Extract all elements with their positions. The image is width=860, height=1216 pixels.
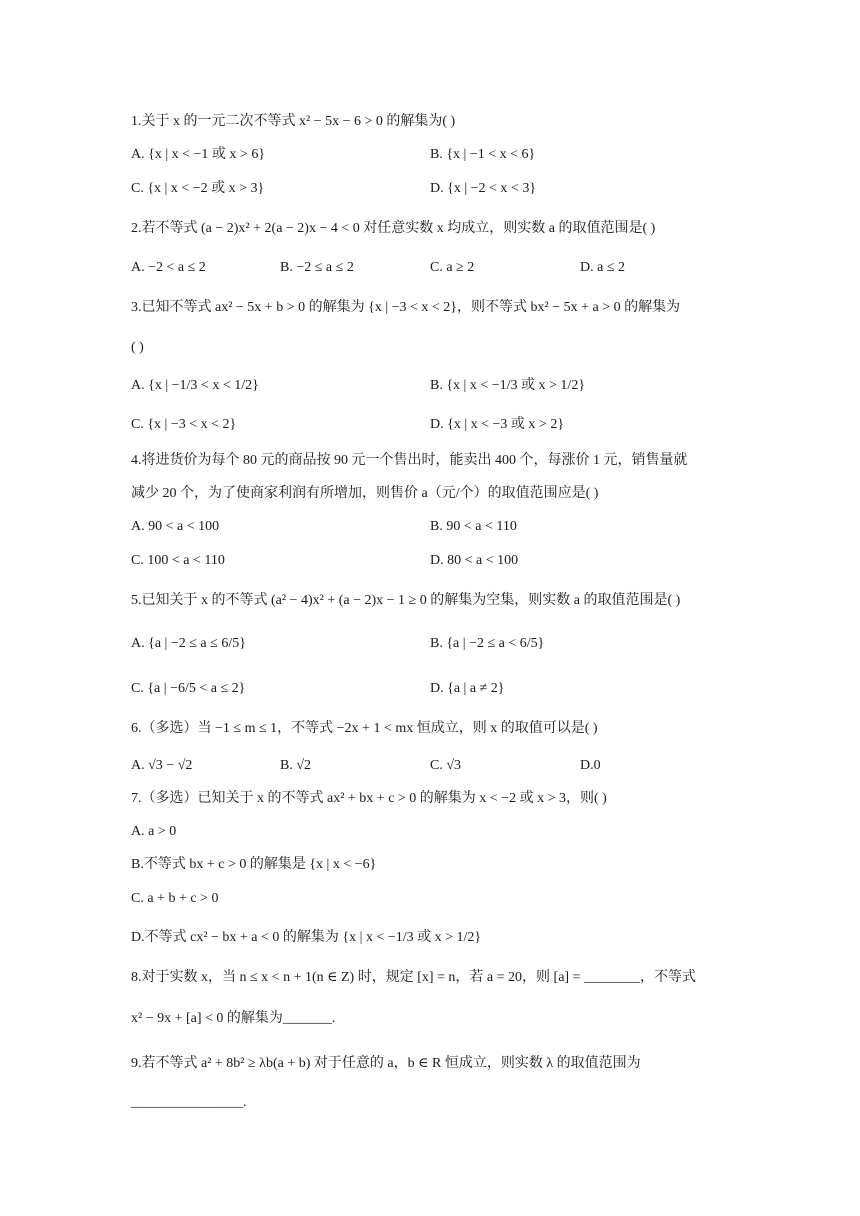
question-6-option-c: C. √3	[430, 758, 462, 773]
question-6-stem: 6.（多选）当 −1 ≤ m ≤ 1，不等式 −2x + 1 < mx 恒成立，则 x 的取值可以是( )	[131, 721, 598, 736]
question-1-stem: 1.关于 x 的一元二次不等式 x² − 5x − 6 > 0 的解集为( )	[131, 114, 456, 129]
question-1-option-b: B. {x | −1 < x < 6}	[430, 147, 536, 162]
question-5-stem: 5.已知关于 x 的不等式 (a² − 4)x² + (a − 2)x − 1 ≥ 0 的解集为空集，则实数 a 的取值范围是( )	[131, 593, 681, 608]
question-2-option-a: A. −2 < a ≤ 2	[131, 260, 206, 275]
question-3-option-b: B. {x | x < −1/3 或 x > 1/2}	[430, 378, 586, 393]
question-3-option-d: D. {x | x < −3 或 x > 2}	[430, 417, 565, 432]
question-1-option-d: D. {x | −2 < x < 3}	[430, 181, 537, 196]
question-4-option-a: A. 90 < a < 100	[131, 519, 220, 534]
question-4-stem-cont: 减少 20 个，为了使商家利润有所增加，则售价 a（元/个）的取值范围应是( )	[131, 486, 599, 501]
question-7-stem: 7.（多选）已知关于 x 的不等式 ax² + bx + c > 0 的解集为 x < −2 或 x > 3，则( )	[131, 791, 607, 806]
question-7-option-b: B.不等式 bx + c > 0 的解集是 {x | x < −6}	[131, 857, 377, 872]
question-6-option-d: D.0	[580, 758, 601, 773]
question-2-option-c: C. a ≥ 2	[430, 260, 475, 275]
question-7-option-a: A. a > 0	[131, 824, 177, 839]
question-2-option-b: B. −2 ≤ a ≤ 2	[280, 260, 354, 275]
question-4-stem: 4.将进货价为每个 80 元的商品按 90 元一个售出时，能卖出 400 个，每涨价 1 元，销售量就	[131, 453, 688, 468]
question-5-option-d: D. {a | a ≠ 2}	[430, 681, 505, 696]
question-4-option-c: C. 100 < a < 110	[131, 553, 225, 568]
question-8-stem: 8.对于实数 x，当 n ≤ x < n + 1(n ∈ Z) 时，规定 [x] = n，若 a = 20，则 [a] = ________，不等式	[131, 970, 696, 985]
question-8-stem-cont: x² − 9x + [a] < 0 的解集为_______.	[131, 1011, 336, 1026]
question-7-option-d: D.不等式 cx² − bx + a < 0 的解集为 {x | x < −1/3 或 x > 1/2}	[131, 930, 482, 945]
question-1-option-c: C. {x | x < −2 或 x > 3}	[131, 181, 265, 196]
question-3-option-c: C. {x | −3 < x < 2}	[131, 417, 237, 432]
question-7-option-c: C. a + b + c > 0	[131, 891, 219, 906]
question-3-option-a: A. {x | −1/3 < x < 1/2}	[131, 378, 259, 393]
question-6-option-a: A. √3 − √2	[131, 758, 193, 773]
question-3-stem-cont: ( )	[131, 340, 144, 355]
question-9-stem-cont: ________________.	[131, 1095, 247, 1110]
question-9-stem: 9.若不等式 a² + 8b² ≥ λb(a + b) 对于任意的 a，b ∈ R 恒成立，则实数 λ 的取值范围为	[131, 1056, 641, 1071]
question-6-option-b: B. √2	[280, 758, 312, 773]
question-2-option-d: D. a ≤ 2	[580, 260, 626, 275]
question-4-option-d: D. 80 < a < 100	[430, 553, 519, 568]
question-3-stem: 3.已知不等式 ax² − 5x + b > 0 的解集为 {x | −3 < x < 2}，则不等式 bx² − 5x + a > 0 的解集为	[131, 300, 681, 315]
question-1-option-a: A. {x | x < −1 或 x > 6}	[131, 147, 266, 162]
question-2-stem: 2.若不等式 (a − 2)x² + 2(a − 2)x − 4 < 0 对任意实数 x 均成立，则实数 a 的取值范围是( )	[131, 221, 656, 236]
question-5-option-a: A. {a | −2 ≤ a ≤ 6/5}	[131, 636, 246, 651]
question-5-option-c: C. {a | −6/5 < a ≤ 2}	[131, 681, 246, 696]
question-4-option-b: B. 90 < a < 110	[430, 519, 517, 534]
question-5-option-b: B. {a | −2 ≤ a < 6/5}	[430, 636, 545, 651]
